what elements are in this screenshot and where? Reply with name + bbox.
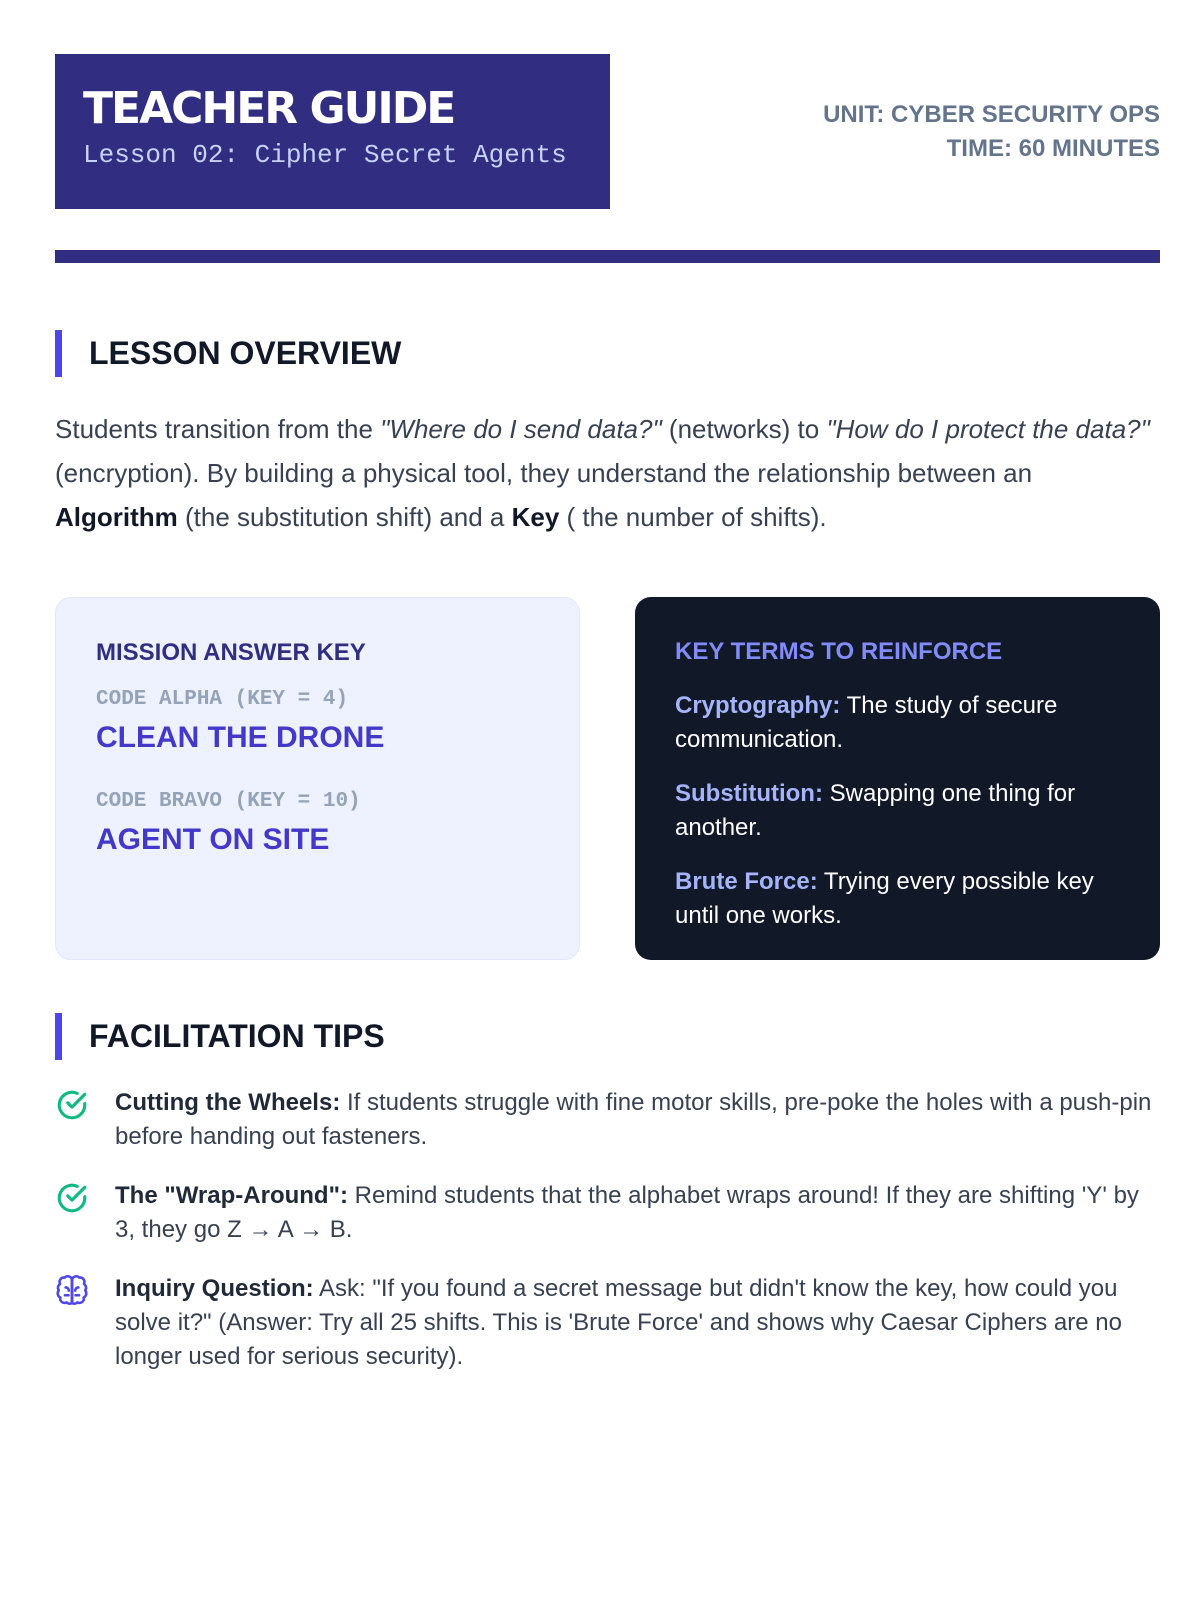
overview-quote-networks: "Where do I send data?" [380, 414, 662, 444]
code-bravo-answer: AGENT ON SITE [96, 823, 330, 856]
tip-text [115, 1086, 1160, 1154]
title-box [55, 54, 610, 209]
code-bravo-label: CODE BRAVO (KEY = 10) [96, 790, 361, 813]
code-alpha-answer: CLEAN THE DRONE [96, 721, 385, 754]
check-circle-icon [55, 1088, 89, 1122]
header [55, 54, 1160, 209]
tip-text [115, 1272, 1160, 1374]
check-circle-icon [55, 1181, 89, 1215]
key-term-item [675, 777, 1120, 845]
overview-text-part: ( the number of shifts). [559, 502, 827, 532]
tip-title: The "Wrap-Around": [115, 1182, 348, 1209]
facilitation-tips-heading: FACILITATION TIPS [55, 1013, 1160, 1060]
header-divider [55, 250, 1160, 263]
lesson-meta [823, 54, 1160, 166]
list-item [55, 1086, 1160, 1154]
brain-icon [55, 1274, 89, 1308]
key-term-name: Substitution: [675, 780, 823, 807]
teacher-guide-page [55, 54, 1160, 1399]
overview-text-part: (the substitution shift) and a [177, 502, 512, 532]
unit-label: UNIT: CYBER SECURITY OPS [823, 101, 1160, 128]
key-terms-title: KEY TERMS TO REINFORCE [675, 638, 1003, 665]
time-label: TIME: 60 MINUTES [946, 135, 1160, 162]
key-term-name: Brute Force: [675, 868, 818, 895]
code-alpha-label: CODE ALPHA (KEY = 4) [96, 688, 349, 711]
mission-answer-key-card [55, 597, 580, 960]
tip-text [115, 1179, 1160, 1247]
tip-title: Cutting the Wheels: [115, 1089, 341, 1116]
tip-body: If students struggle with fine motor skills, pre-poke the holes with a push-pin before handing out fasteners. [115, 1089, 1152, 1150]
tip-body: Remind students that the alphabet wraps around! If they are shifting 'Y' by 3, they go Z → A → B. [115, 1182, 1139, 1243]
overview-text-part: Students transition from the [55, 414, 381, 444]
tip-title: Inquiry Question: [115, 1275, 314, 1302]
lesson-overview-heading: LESSON OVERVIEW [55, 330, 1160, 377]
overview-term-algorithm: Algorithm [55, 502, 178, 532]
key-term-item [675, 865, 1120, 933]
key-term-name: Cryptography: [675, 692, 841, 719]
key-term-definition: Trying every possible key until one works. [675, 868, 1094, 929]
list-item [55, 1179, 1160, 1247]
overview-text-part: (encryption). By building a physical tool, they understand the relationship between an [55, 458, 1033, 488]
tip-body: Ask: "If you found a secret message but didn't know the key, how could you solve it?" (Answer: Try all 25 shifts. This is 'Brute Force' and shows why Caesar Ciphers are no longer used for serious security). [115, 1275, 1122, 1370]
info-cards [55, 597, 1160, 960]
key-term-item [675, 689, 1120, 757]
answer-key-title: MISSION ANSWER KEY [96, 639, 366, 666]
overview-quote-encryption: "How do I protect the data?" [826, 414, 1150, 444]
facilitation-tips-list [55, 1086, 1160, 1374]
lesson-subtitle: Lesson 02: Cipher Secret Agents [83, 140, 567, 170]
list-item [55, 1272, 1160, 1374]
overview-text-part: (networks) to [661, 414, 827, 444]
key-terms-card [635, 597, 1160, 960]
overview-term-key: Key [511, 502, 560, 532]
page-title: TEACHER GUIDE [83, 83, 455, 134]
key-term-definition: The study of secure communication. [675, 692, 1058, 753]
key-term-definition: Swapping one thing for another. [675, 780, 1076, 841]
lesson-overview-text [55, 407, 1160, 539]
